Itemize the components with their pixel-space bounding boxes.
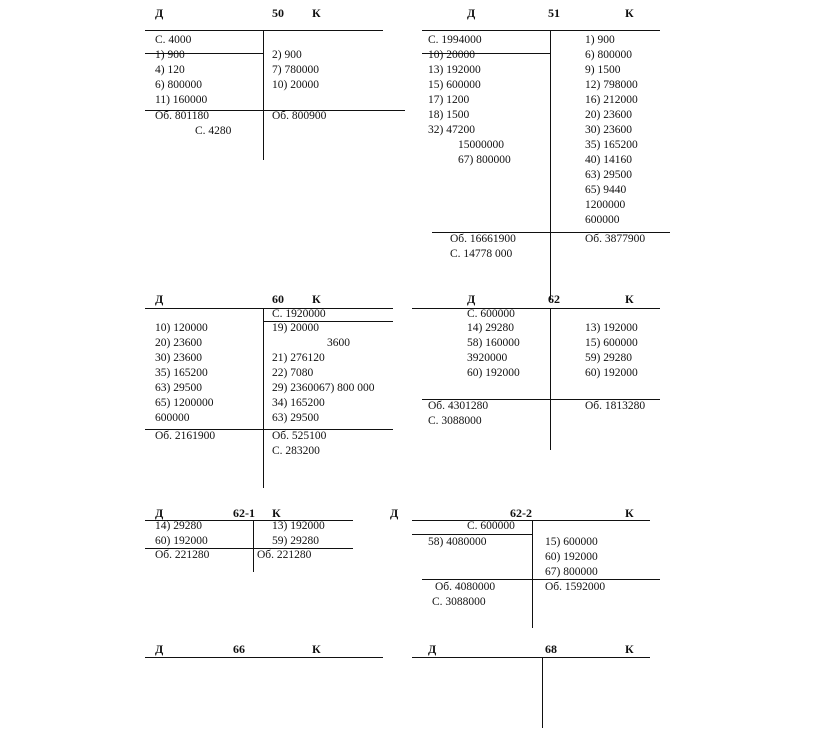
- ledger-entry: 3920000: [467, 352, 508, 364]
- credit-turnover: Об. 1813280: [585, 400, 646, 412]
- closing-balance: С. 3088000: [428, 415, 482, 427]
- credit-turnover: Об. 1592000: [545, 581, 606, 593]
- closing-balance: С. 283200: [272, 445, 320, 457]
- ledger-entry: 65) 1200000: [155, 397, 214, 409]
- ledger-entry: 59) 29280: [585, 352, 632, 364]
- ledger-entry: 65) 9440: [585, 184, 627, 196]
- t-divider: [253, 520, 254, 572]
- credit-entries: [585, 33, 638, 228]
- debit-entries: [428, 33, 511, 168]
- ledger-entry: 7) 780000: [272, 64, 319, 76]
- ledger-entry: 15000000: [458, 139, 504, 151]
- ledger-entry: 58) 160000: [467, 337, 520, 349]
- credit-turnover: Об. 3877900: [585, 233, 646, 245]
- ledger-entry: 34) 165200: [272, 397, 325, 409]
- ledger-entry: 35) 165200: [155, 367, 208, 379]
- ledger-entry: 14) 29280: [467, 322, 514, 334]
- ledger-entry: 29) 2360067) 800 000: [272, 382, 375, 394]
- ledger-entry: 40) 14160: [585, 154, 632, 166]
- debit-label: Д: [155, 6, 164, 20]
- t-divider: [263, 30, 264, 160]
- ledger-entry: 35) 165200: [585, 139, 638, 151]
- closing-balance: С. 4280: [195, 125, 232, 137]
- ledger-entry: 9) 1500: [585, 64, 621, 76]
- account-number: 62-1: [233, 506, 255, 520]
- ledger-entry: 13) 192000: [585, 322, 638, 334]
- credit-label: К: [625, 292, 634, 306]
- t-divider: [532, 520, 533, 628]
- t-divider: [542, 657, 543, 728]
- credit-label: К: [272, 506, 281, 520]
- t-divider: [263, 308, 264, 488]
- ledger-entry: 20) 23600: [155, 337, 202, 349]
- credit-label: К: [625, 6, 634, 20]
- ledger-entry: 11) 160000: [155, 94, 208, 106]
- ledger-entry: 19) 20000: [272, 322, 319, 334]
- debit-label: Д: [155, 292, 164, 306]
- ledger-entry: 6) 800000: [585, 49, 632, 61]
- credit-entries: [272, 321, 375, 426]
- ledger-entry: С. 4000: [155, 34, 192, 46]
- ledger-entry: С. 1994000: [428, 34, 482, 46]
- ledger-entry: 12) 798000: [585, 79, 638, 91]
- debit-entries: [428, 535, 486, 550]
- account-number: 51: [548, 6, 560, 20]
- ledger-entry: 16) 212000: [585, 94, 638, 106]
- credit-turnover: Об. 525100: [272, 430, 327, 442]
- ledger-entry: 60) 192000: [585, 367, 638, 379]
- ledger-entry: 22) 7080: [272, 367, 314, 379]
- account-number: 66: [233, 642, 245, 656]
- opening-balance: С. 600000: [467, 520, 515, 532]
- credit-label: К: [625, 506, 634, 520]
- ledger-entry: 10) 20000: [428, 49, 475, 61]
- credit-entries: [545, 535, 598, 580]
- opening-balance: С. 1920000: [272, 308, 326, 320]
- header-line: [422, 30, 660, 31]
- ledger-entry: 13) 192000: [272, 520, 325, 532]
- ledger-entry: 10) 20000: [272, 79, 319, 91]
- credit-turnover: Об. 800900: [272, 110, 327, 122]
- account-number: 62-2: [510, 506, 532, 520]
- debit-label: Д: [467, 6, 476, 20]
- ledger-entry: 67) 800000: [458, 154, 511, 166]
- ledger-entry: 6) 800000: [155, 79, 202, 91]
- t-divider: [550, 308, 551, 450]
- header-line: [412, 520, 650, 521]
- account-number: 50: [272, 6, 284, 20]
- ledger-entry: 4) 120: [155, 64, 185, 76]
- ledger-entry: 30) 23600: [585, 124, 632, 136]
- ledger-entry: 17) 1200: [428, 94, 470, 106]
- ledger-entry: 1200000: [585, 199, 626, 211]
- ledger-entry: 600000: [585, 214, 620, 226]
- debit-turnover: Об. 221280: [155, 549, 210, 561]
- debit-label: Д: [467, 292, 476, 306]
- debit-label: Д: [390, 506, 399, 520]
- ledger-entry: 63) 29500: [272, 412, 319, 424]
- ledger-entry: 2) 900: [272, 49, 302, 61]
- account-number: 68: [545, 642, 557, 656]
- credit-label: К: [312, 6, 321, 20]
- header-line: [145, 30, 383, 31]
- ledger-entry: 30) 23600: [155, 352, 202, 364]
- ledger-entry: 18) 1500: [428, 109, 470, 121]
- ledger-entry: 60) 192000: [155, 535, 208, 547]
- debit-entries: [155, 519, 208, 549]
- credit-entries: [585, 321, 638, 381]
- ledger-entry: 59) 29280: [272, 535, 319, 547]
- header-line: [412, 308, 660, 309]
- debit-entries: [155, 33, 207, 108]
- credit-entries: [272, 48, 319, 93]
- credit-label: К: [312, 642, 321, 656]
- ledger-entry: 13) 192000: [428, 64, 481, 76]
- debit-label: Д: [428, 642, 437, 656]
- ledger-entry: 14) 29280: [155, 520, 202, 532]
- debit-entries: [467, 321, 520, 381]
- header-line: [145, 657, 383, 658]
- debit-label: Д: [155, 642, 164, 656]
- opening-balance: С. 600000: [467, 308, 515, 320]
- ledger-entry: 58) 4080000: [428, 536, 487, 548]
- ledger-entry: 1) 900: [155, 49, 185, 61]
- t-divider: [550, 30, 551, 300]
- ledger-entry: 15) 600000: [585, 337, 638, 349]
- credit-label: К: [625, 642, 634, 656]
- debit-turnover: Об. 4080000: [435, 581, 496, 593]
- ledger-entry: 3600: [327, 337, 350, 349]
- ledger-entry: 10) 120000: [155, 322, 208, 334]
- credit-entries: [272, 519, 325, 549]
- debit-turnover: Об. 2161900: [155, 430, 216, 442]
- ledger-entry: 1) 900: [585, 34, 615, 46]
- ledger-entry: 63) 29500: [585, 169, 632, 181]
- header-line: [412, 657, 650, 658]
- account-number: 62: [548, 292, 560, 306]
- debit-turnover: Об. 4301280: [428, 400, 489, 412]
- ledger-entry: 32) 47200: [428, 124, 475, 136]
- ledger-entry: 21) 276120: [272, 352, 325, 364]
- ledger-entry: 20) 23600: [585, 109, 632, 121]
- debit-turnover: Об. 801180: [155, 110, 209, 122]
- debit-label: Д: [155, 506, 164, 520]
- ledger-entry: 600000: [155, 412, 190, 424]
- ledger-entry: 15) 600000: [428, 79, 481, 91]
- closing-balance: С. 3088000: [432, 596, 486, 608]
- ledger-entry: 63) 29500: [155, 382, 202, 394]
- credit-label: К: [312, 292, 321, 306]
- account-number: 60: [272, 292, 284, 306]
- ledger-entry: 67) 800000: [545, 566, 598, 578]
- ledger-entry: 60) 192000: [467, 367, 520, 379]
- ledger-entry: 60) 192000: [545, 551, 598, 563]
- header-line: [145, 308, 393, 309]
- ledger-entry: 15) 600000: [545, 536, 598, 548]
- closing-balance: С. 14778 000: [450, 248, 513, 260]
- credit-turnover: Об. 221280: [257, 549, 312, 561]
- debit-turnover: Об. 16661900: [450, 233, 516, 245]
- debit-entries: [155, 321, 213, 426]
